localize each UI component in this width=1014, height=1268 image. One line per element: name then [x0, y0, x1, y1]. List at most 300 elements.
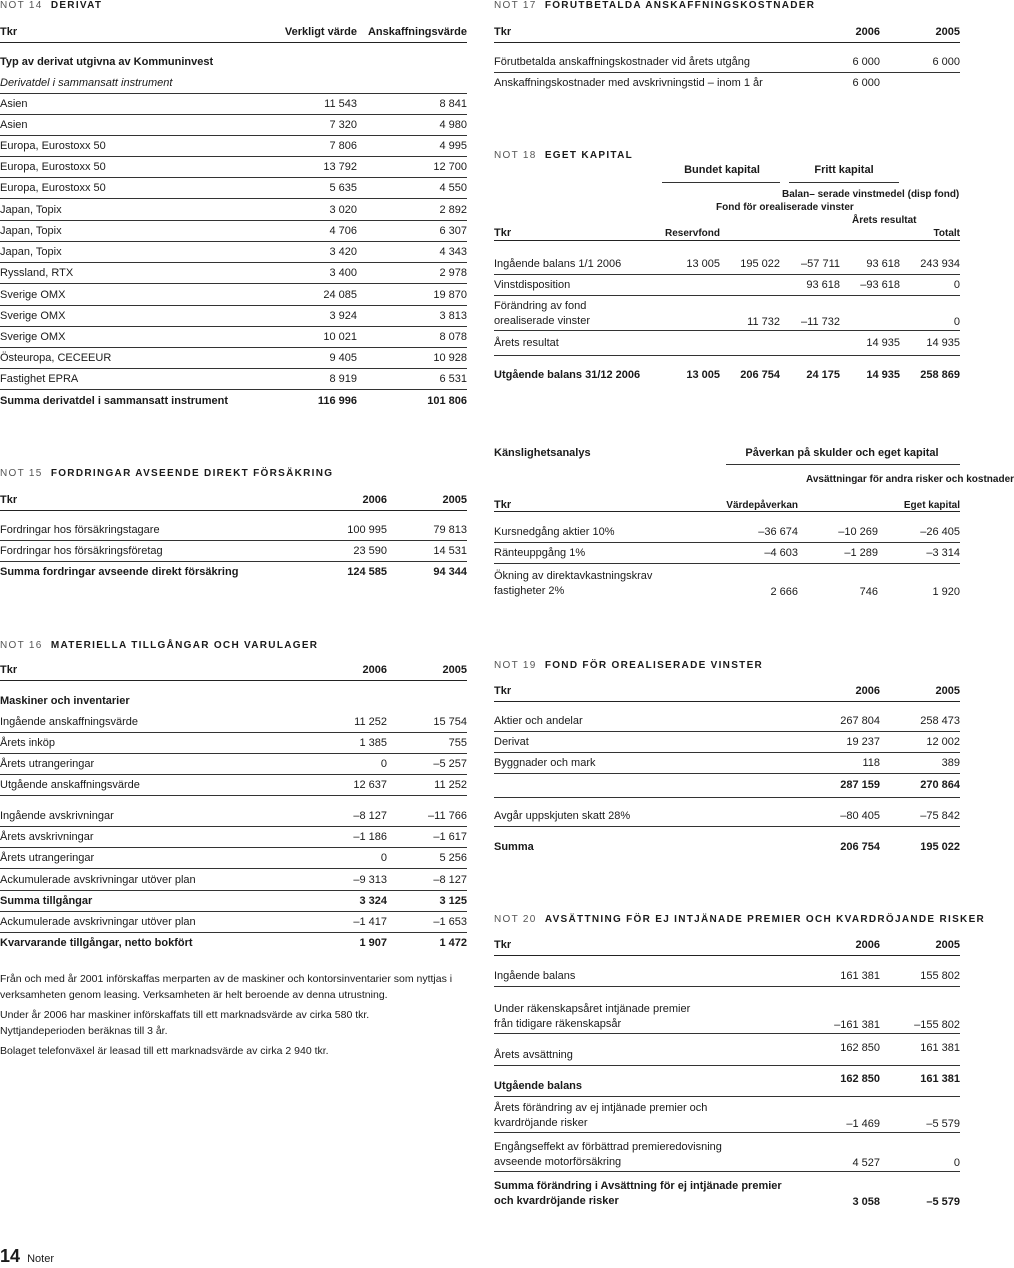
cell-value: 100 995: [347, 524, 387, 536]
row-label: Vinstdisposition: [494, 279, 571, 291]
row-label: Ränteuppgång 1%: [494, 547, 586, 559]
col-header-2005: 2005: [442, 664, 467, 676]
not16-note: Från och med år 2001 införskaffas merparten av de maskiner och kontorsinventarier som nyttjas i verksamheten genom leasing. Verksamheten är helt beroende av denna utrustning.: [0, 973, 453, 1001]
cell-value: 13 005: [686, 369, 720, 381]
not18-number: NOT 18: [494, 150, 537, 161]
row-label: Summa fordringar avseende direkt försäkring: [0, 566, 239, 578]
row-label: Ryssland, RTX: [0, 267, 74, 279]
cell-value: –57 711: [801, 258, 840, 270]
cell-value: 93 618: [866, 258, 900, 270]
row-label: Sverige OMX: [0, 331, 66, 343]
table-row: [0, 541, 467, 562]
not19-title: FOND FÖR OREALISERADE VINSTER: [544, 660, 764, 671]
table-row: [494, 775, 960, 796]
cell-value: 14 935: [866, 369, 900, 381]
table-row: [0, 306, 467, 327]
cell-value: 11 252: [434, 779, 467, 791]
cell-value: 1 385: [359, 737, 387, 749]
not20-number: NOT 20: [494, 914, 537, 925]
table-row: [494, 1177, 960, 1211]
table-row: [494, 333, 960, 354]
group-divider: [726, 464, 960, 465]
row-label: Summa tillgångar: [0, 895, 93, 907]
cell-value: 161 381: [920, 1042, 960, 1054]
table-row: [0, 806, 467, 827]
table-row: [0, 136, 467, 157]
not17-section: [494, 0, 960, 94]
table-row: [494, 711, 960, 732]
col-header-2005: 2005: [935, 685, 960, 697]
table-row: [0, 870, 467, 891]
not15-number: NOT 15: [0, 468, 43, 479]
col-header-2006: 2006: [362, 664, 387, 676]
col-header-arets-resultat: Årets resultat: [852, 215, 917, 226]
cell-value: –1 617: [433, 831, 467, 843]
row-label: Typ av derivat utgivna av Kommuninvest: [0, 56, 214, 68]
table-row: [0, 52, 467, 73]
table-row: [0, 712, 467, 733]
col-header-reservfond: Reservfond: [664, 228, 720, 239]
not17-heading: [494, 0, 815, 11]
row-label: Årets förändring av ej intjänade premier och kvardröjande risker: [494, 1102, 708, 1129]
cell-value: 24 085: [323, 289, 357, 301]
col-header-2005: 2005: [935, 939, 960, 951]
not19-number: NOT 19: [494, 660, 537, 671]
cell-value: 14 935: [926, 337, 960, 349]
table-row: [0, 933, 467, 954]
cell-value: –75 842: [920, 810, 960, 822]
row-label: Japan, Topix: [0, 204, 62, 216]
cell-value: 258 869: [920, 369, 960, 381]
table-row: [0, 200, 467, 221]
cell-value: 6 000: [932, 56, 960, 68]
not14-heading: [0, 0, 102, 11]
row-label: Summa derivatdel i sammansatt instrument: [0, 395, 229, 407]
col-header-anskaffningsvarde: Anskaffningsvärde: [367, 26, 467, 38]
cell-value: 19 870: [433, 289, 467, 301]
not18-title: EGET KAPITAL: [544, 150, 634, 161]
table-row: [0, 891, 467, 912]
table-row: [494, 522, 960, 543]
row-label: Japan, Topix: [0, 225, 62, 237]
cell-value: 12 700: [433, 161, 467, 173]
cell-value: –1 417: [353, 916, 387, 928]
not17-number: NOT 17: [494, 0, 537, 11]
cell-value: 3 400: [329, 267, 357, 279]
not20-section: [494, 914, 986, 1214]
row-label: Fordringar hos försäkringstagare: [0, 524, 160, 536]
cell-value: 11 543: [324, 98, 357, 110]
col-header-2006: 2006: [855, 26, 880, 38]
row-label: Anskaffningskostnader med avskrivningstid – inom 1 år: [494, 77, 763, 89]
not15-header-row: [0, 490, 467, 511]
col-header-fond-orealiserade: Fond för orealiserade vinster: [716, 202, 854, 213]
row-label: Europa, Eurostoxx 50: [0, 140, 106, 152]
row-label: Engångseffekt av förbättrad premieredovisning avseende motorförsäkring: [494, 1141, 722, 1168]
row-label: Sverige OMX: [0, 289, 66, 301]
row-label: Asien: [0, 98, 28, 110]
cell-value: 161 381: [840, 970, 880, 982]
cell-value: –5 257: [433, 758, 467, 770]
kanslighet-title: Känslighetsanalys: [494, 447, 591, 459]
cell-value: –36 674: [758, 526, 798, 538]
cell-value: –11 732: [801, 316, 840, 328]
not15-heading: [0, 468, 333, 479]
table-row: [0, 115, 467, 136]
cell-value: –11 766: [428, 810, 467, 822]
not18-section: [494, 150, 960, 390]
row-label: Summa förändring i Avsättning för ej intjänade premier och kvardröjande risker: [494, 1180, 782, 1207]
cell-value: –161 381: [834, 1019, 880, 1031]
cell-value: 4 980: [439, 119, 467, 131]
row-label: Derivatdel i sammansatt instrument: [0, 77, 173, 89]
cell-value: 3 058: [852, 1196, 880, 1208]
row-label: Årets avskrivningar: [0, 831, 94, 843]
cell-value: 12 002: [926, 736, 960, 748]
not16-title: MATERIELLA TILLGÅNGAR OCH VARULAGER: [50, 640, 319, 651]
table-row: [494, 966, 960, 987]
table-row: [494, 732, 960, 753]
cell-value: 14 531: [433, 545, 467, 557]
cell-value: 4 343: [439, 246, 467, 258]
cell-value: 0: [953, 1157, 960, 1169]
kanslighet-header-row: [494, 468, 1014, 512]
cell-value: 7 320: [329, 119, 357, 131]
cell-value: 8 841: [439, 98, 467, 110]
row-label: Utgående balans 31/12 2006: [494, 369, 641, 381]
table-row: [0, 848, 467, 869]
cell-value: –10 269: [838, 526, 878, 538]
cell-value: –8 127: [433, 874, 467, 886]
row-label: Ackumulerade avskrivningar utöver plan: [0, 916, 196, 928]
col-header-tkr: Tkr: [0, 26, 18, 38]
row-label: Avgår uppskjuten skatt 28%: [494, 810, 631, 822]
not20-title: AVSÄTTNING FÖR EJ INTJÄNADE PREMIER OCH KVARDRÖJANDE RISKER: [544, 914, 986, 925]
cell-value: 23 590: [353, 545, 387, 557]
cell-value: 8 919: [329, 373, 357, 385]
row-label: Maskiner och inventarier: [0, 695, 130, 707]
not14-section: [0, 0, 467, 412]
table-row: [494, 543, 960, 564]
cell-value: 3 125: [439, 895, 467, 907]
row-label: Aktier och andelar: [494, 715, 583, 727]
col-header-tkr: Tkr: [494, 499, 512, 511]
cell-value: 195 022: [740, 258, 780, 270]
cell-value: 4 995: [439, 140, 467, 152]
col-header-tkr: Tkr: [494, 227, 512, 239]
cell-value: –80 405: [840, 810, 880, 822]
cell-value: 15 754: [433, 716, 467, 728]
cell-value: 5 256: [439, 852, 467, 864]
cell-value: 258 473: [920, 715, 960, 727]
table-row: [0, 178, 467, 199]
table-row: [0, 733, 467, 754]
col-header-2005: 2005: [442, 494, 467, 506]
not16-number: NOT 16: [0, 640, 43, 651]
col-header-2005: 2005: [935, 26, 960, 38]
col-header-tkr: Tkr: [0, 494, 18, 506]
cell-value: 0: [380, 852, 387, 864]
cell-value: –1 469: [846, 1118, 880, 1130]
not19-header-row: [494, 681, 960, 702]
cell-value: –8 127: [353, 810, 387, 822]
row-label: Utgående anskaffningsvärde: [0, 779, 140, 791]
cell-value: –155 802: [914, 1019, 960, 1031]
cell-value: –93 618: [860, 279, 900, 291]
table-row: [494, 753, 960, 774]
row-label: Årets utrangeringar: [0, 758, 95, 770]
table-row: [0, 369, 467, 390]
cell-value: –26 405: [920, 526, 960, 538]
row-divider: [494, 355, 960, 356]
cell-value: 6 531: [439, 373, 467, 385]
table-row: [0, 691, 467, 712]
table-row: [0, 242, 467, 263]
cell-value: 10 928: [433, 352, 467, 364]
table-row: [494, 1040, 960, 1066]
col-header-vardepaverkan: Värdepåverkan: [726, 500, 798, 511]
cell-value: 155 802: [920, 970, 960, 982]
table-row: [0, 327, 467, 348]
row-label: Europa, Eurostoxx 50: [0, 182, 106, 194]
col-header-2006: 2006: [855, 685, 880, 697]
cell-value: 79 813: [433, 524, 467, 536]
cell-value: 243 934: [920, 258, 960, 270]
cell-value: 94 344: [433, 566, 467, 578]
cell-value: 267 804: [840, 715, 880, 727]
cell-value: –5 579: [926, 1196, 960, 1208]
row-label: Under räkenskapsåret intjänade premier från tidigare räkenskapsår: [494, 1003, 691, 1030]
table-row: [0, 263, 467, 284]
page-footer: [0, 1246, 54, 1266]
row-label: Årets utrangeringar: [0, 852, 95, 864]
cell-value: –5 579: [926, 1118, 960, 1130]
col-header-balanserade: Balan– serade vinstmedel (disp fond): [782, 189, 960, 200]
row-label: Ackumulerade avskrivningar utöver plan: [0, 874, 196, 886]
col-header-eget-kapital: Eget kapital: [903, 500, 960, 511]
not14-title: DERIVAT: [50, 0, 103, 11]
cell-value: 0: [380, 758, 387, 770]
cell-value: 11 732: [747, 316, 780, 328]
cell-value: 5 635: [329, 182, 357, 194]
cell-value: 4 550: [439, 182, 467, 194]
cell-value: 2 666: [770, 586, 798, 598]
not20-header-row: [494, 935, 960, 956]
cell-value: 19 237: [846, 736, 880, 748]
not16-heading: [0, 640, 318, 651]
row-label: Sverige OMX: [0, 310, 66, 322]
row-label: Ingående balans: [494, 970, 576, 982]
not16-note: Bolaget telefonväxel är leasad till ett marknadsvärde av cirka 2 940 tkr.: [0, 1045, 329, 1057]
table-row: [494, 52, 960, 73]
table-row: [494, 1071, 960, 1097]
table-row: [494, 1099, 960, 1133]
cell-value: 6 000: [852, 56, 880, 68]
cell-value: –4 603: [764, 547, 798, 559]
row-label: Derivat: [494, 736, 529, 748]
row-label: Ingående avskrivningar: [0, 810, 114, 822]
cell-value: 24 175: [806, 369, 840, 381]
cell-value: 7 806: [329, 140, 357, 152]
col-header-tkr: Tkr: [494, 939, 512, 951]
cell-value: –9 313: [353, 874, 387, 886]
cell-value: –3 314: [926, 547, 960, 559]
row-label: Kursnedgång aktier 10%: [494, 526, 615, 538]
cell-value: –1 653: [433, 916, 467, 928]
cell-value: 161 381: [920, 1073, 960, 1085]
row-label: Byggnader och mark: [494, 757, 596, 769]
cell-value: 4 527: [852, 1157, 880, 1169]
group-divider: [662, 182, 780, 183]
group-divider: [789, 182, 899, 183]
cell-value: 124 585: [347, 566, 387, 578]
col-header-2006: 2006: [855, 939, 880, 951]
col-header-totalt: Totalt: [933, 228, 960, 239]
cell-value: 0: [953, 279, 960, 291]
cell-value: 3 420: [329, 246, 357, 258]
table-row: [0, 73, 467, 94]
kanslighet-group-header: Påverkan på skulder och eget kapital: [745, 447, 939, 459]
row-label: Japan, Topix: [0, 246, 62, 258]
table-row: [0, 912, 467, 933]
not14-header-row: [0, 22, 467, 43]
row-label: Summa: [494, 841, 534, 853]
cell-value: 116 996: [317, 395, 357, 407]
not17-header-row: [494, 22, 960, 43]
not16-header-row: [0, 660, 467, 681]
table-row: [0, 827, 467, 848]
cell-value: 195 022: [920, 841, 960, 853]
table-row: [494, 1138, 960, 1172]
table-row: [494, 806, 960, 827]
cell-value: 10 021: [323, 331, 357, 343]
row-label: Fordringar hos försäkringsföretag: [0, 545, 163, 557]
table-row: [0, 285, 467, 306]
not14-number: NOT 14: [0, 0, 43, 11]
row-label: Fastighet EPRA: [0, 373, 79, 385]
not16-note: Under år 2006 har maskiner införskaffats till ett marknadsvärde av cirka 580 tkr. Nyttjandeperioden beräknas till 3 år.: [0, 1009, 370, 1037]
table-row: [494, 365, 960, 386]
cell-value: 13 792: [323, 161, 357, 173]
not19-section: [494, 660, 960, 860]
table-row: [0, 391, 467, 412]
cell-value: 12 637: [353, 779, 387, 791]
cell-value: 3 020: [329, 204, 357, 216]
cell-value: 2 978: [439, 267, 467, 279]
cell-value: 755: [448, 737, 467, 749]
cell-value: 93 618: [806, 279, 840, 291]
table-row: [0, 520, 467, 541]
cell-value: 6 307: [439, 225, 467, 237]
cell-value: 389: [941, 757, 960, 769]
cell-value: 3 813: [439, 310, 467, 322]
table-row: [0, 94, 467, 115]
cell-value: –1 186: [353, 831, 387, 843]
not19-heading: [494, 660, 763, 671]
not15-section: [0, 468, 467, 583]
cell-value: 4 706: [329, 225, 357, 237]
row-label: Asien: [0, 119, 28, 131]
row-label: Utgående balans: [494, 1080, 583, 1092]
cell-value: 3 324: [359, 895, 387, 907]
cell-value: 2 892: [439, 204, 467, 216]
not18-heading: [494, 150, 633, 161]
table-row: [0, 348, 467, 369]
table-row: [494, 73, 960, 94]
cell-value: 118: [862, 757, 880, 769]
table-row: [494, 1000, 960, 1034]
group-fritt-kapital: Fritt kapital: [814, 164, 874, 176]
footer-label: Noter: [27, 1253, 54, 1265]
cell-value: 287 159: [840, 779, 880, 791]
col-header-tkr: Tkr: [494, 685, 512, 697]
table-row: [494, 837, 960, 858]
cell-value: 6 000: [852, 77, 880, 89]
cell-value: 162 850: [840, 1042, 880, 1054]
cell-value: 1 920: [932, 586, 960, 598]
cell-value: 746: [859, 586, 878, 598]
cell-value: 270 864: [920, 779, 960, 791]
row-divider: [494, 797, 960, 798]
cell-value: 8 078: [439, 331, 467, 343]
col-header-2006: 2006: [362, 494, 387, 506]
col-header-avsattningar: Avsättningar för andra risker och kostnader: [806, 474, 1014, 485]
table-row: [0, 754, 467, 775]
row-label: Ingående balans 1/1 2006: [494, 258, 622, 270]
table-row: [0, 221, 467, 242]
cell-value: 13 005: [686, 258, 720, 270]
row-label: Kvarvarande tillgångar, netto bokfört: [0, 937, 193, 949]
cell-value: 11 252: [354, 716, 387, 728]
cell-value: –1 289: [844, 547, 878, 559]
col-header-verkligt-varde: Verkligt värde: [284, 26, 357, 38]
table-row: [494, 297, 960, 331]
table-row: [494, 254, 960, 275]
row-label: Årets inköp: [0, 737, 56, 749]
not15-title: FORDRINGAR AVSEENDE DIREKT FÖRSÄKRING: [50, 468, 334, 479]
group-bundet-kapital: Bundet kapital: [684, 164, 760, 176]
cell-value: 0: [953, 316, 960, 328]
row-label: Östeuropa, CECEEUR: [0, 352, 112, 364]
table-row: [0, 562, 467, 583]
row-label: Förändring av fond orealiserade vinster: [494, 300, 590, 327]
not16-section: [0, 640, 467, 1065]
cell-value: 206 754: [740, 369, 780, 381]
page-number: 14: [0, 1246, 21, 1266]
cell-value: 1 907: [359, 937, 387, 949]
row-label: Årets resultat: [494, 337, 559, 349]
row-label: Europa, Eurostoxx 50: [0, 161, 106, 173]
cell-value: 9 405: [329, 352, 357, 364]
table-row: [494, 275, 960, 296]
col-header-tkr: Tkr: [494, 26, 512, 38]
col-header-tkr: Tkr: [0, 664, 18, 676]
row-label: Ingående anskaffningsvärde: [0, 716, 139, 728]
cell-value: 101 806: [427, 395, 467, 407]
cell-value: 162 850: [840, 1073, 880, 1085]
row-label: Förutbetalda anskaffningskostnader vid årets utgång: [494, 56, 751, 68]
row-label: Ökning av direktavkastningskrav fastigheter 2%: [494, 570, 653, 597]
table-row: [0, 775, 467, 796]
not18-header-row: [494, 186, 960, 241]
not20-heading: [494, 914, 985, 925]
row-label: Årets avsättning: [494, 1049, 573, 1061]
not17-title: FÖRUTBETALDA ANSKAFFNINGSKOSTNADER: [544, 0, 816, 11]
kanslighetsanalys-section: [494, 444, 1014, 604]
cell-value: 206 754: [840, 841, 880, 853]
table-row: [0, 157, 467, 178]
cell-value: 1 472: [439, 937, 467, 949]
